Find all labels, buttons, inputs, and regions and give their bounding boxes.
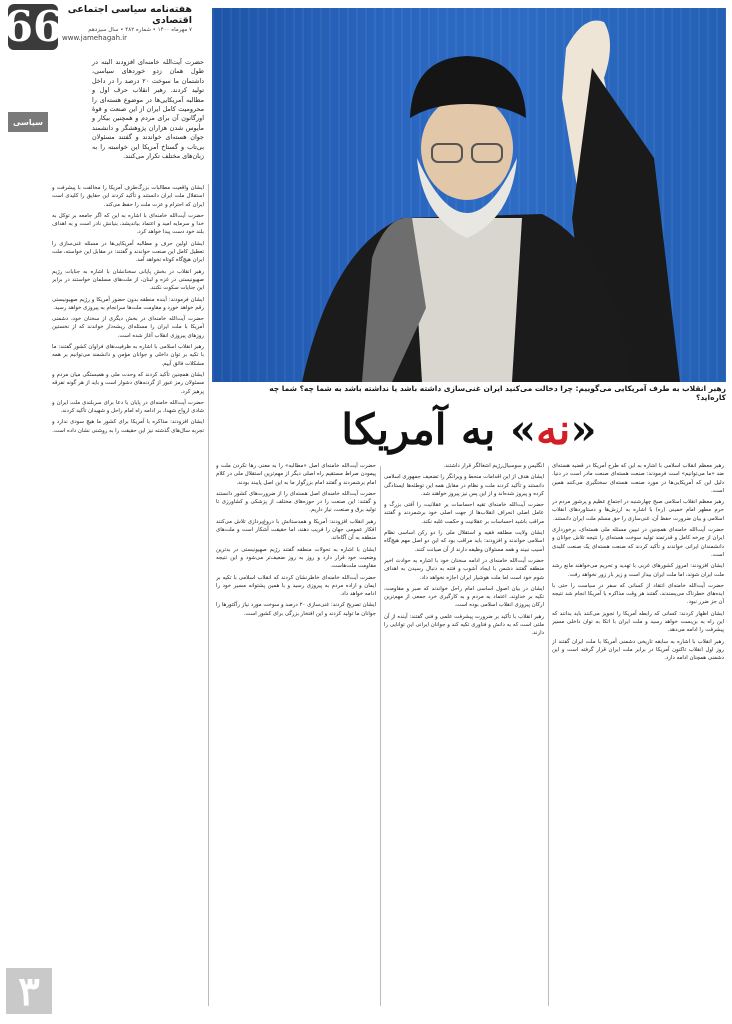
paragraph: ایشان ولایت مطلقه فقیه و استقلال ملی را دو رکن اساسی نظام اسلامی خواندند و افزودند: باید مراقب بود که این دو اصل مهم هیچ‌گاه آسیب نبیند و همه مسئولان وظیفه دارند از آن صیانت کنند. [384, 530, 544, 553]
body-column-middle [384, 462, 544, 1012]
page-number-value: ۳ [18, 967, 40, 1015]
lead-paragraph: حضرت آیت‌الله خامنه‌ای افزودند البته در طول همان زدو خوردهای سیاسی، داشتمان ما سوخت ۲۰ درصد را در داخل تولید کردند. رهبر انقلاب حرف اول و مطالبه آمریکایی‌ها در موضوع هسته‌ای را محرومیت کامل ایران از این صنعت و قوهٔ اورگانون آن برای مردم و همچنین بیکار و مأیوس شدن هزاران پژوهشگر و دانشمند جوان هسته‌ای خواندند و گفتند مسئولان بی‌تاب و گستاخ آمریکا این خواسته را به زبان‌های مختلف تکرار می‌کنند. [92, 58, 204, 161]
logo-glyph: 66 [3, 2, 63, 51]
column-divider [380, 466, 381, 1006]
section-tab [8, 112, 48, 132]
paragraph: ایشان اولین حرف و مطالبه آمریکایی‌ها در مسئله غنی‌سازی را تعطیل کامل این صنعت خواندند و گفتند: در مقابل این خواسته، ملت ایران هیچ‌گاه کوتاه نخواهد آمد. [52, 240, 204, 264]
website-url: www.jamehagah.ir [62, 34, 128, 42]
headline-open-quote: « [570, 404, 597, 454]
paragraph: رهبر انقلاب با اشاره به سابقه تاریخی دشمنی آمریکا با ملت ایران گفتند از روز اول انقلاب تاکنون آمریکا در برابر ملت ایران قرار گرفته است و این دشمنی همچنان ادامه دارد. [552, 638, 724, 662]
paragraph: حضرت آیت‌الله خامنه‌ای در بخش دیگری از سخنان خود، دشمنی آمریکا با ملت ایران را مسئله‌ای ریشه‌دار خواندند که از نخستین روزهای پیروزی انقلاب آغاز شده است. [52, 316, 204, 339]
paragraph: ایشان اظهار کردند: کسانی که رابطه آمریکا را تجویز می‌کنند باید بدانند که این راه به بن‌بست خواهد رسید و ملت ایران با اتکا به توان داخلی مسیر پیشرفت را ادامه می‌دهد. [552, 610, 724, 634]
headline [212, 400, 726, 458]
paragraph: حضرت آیت‌الله خامنه‌ای در ادامه سخنان خود با اشاره به حوادث اخیر منطقه گفتند دشمن با ایجاد آشوب و فتنه به دنبال رسیدن به اهداف شوم خود است اما ملت هوشیار ایران اجازه نخواهد داد. [384, 557, 544, 581]
column-divider [548, 466, 549, 1006]
side-column [52, 184, 204, 1004]
paragraph: رهبر انقلاب افزودند: آمریکا و همدستانش با دروغ‌پردازی تلاش می‌کنند افکار عمومی جهان را فریب دهند، اما حقیقت آشکار است و ملت‌های منطقه به آن آگاه‌اند. [216, 518, 376, 542]
section-tab-label: سیاسی [12, 117, 44, 127]
paragraph: حضرت آیت‌الله خامنه‌ای همچنین در تبیین مسئله ملی هسته‌ای، برخورداری ایران از چرخه کامل و قدرتمند تولید سوخت هسته‌ای را نتیجه تلاش جوانان و دانشمندان ایرانی خواندند و تأکید کردند که صنعت هسته‌ای یک صنعت کلیدی است. [552, 527, 724, 558]
hero-photo [212, 8, 726, 382]
page-number [6, 968, 52, 1014]
paragraph: حضرت آیت‌الله خامنه‌ای انتقاد از کسانی که سفر در سیاست را حتی با ایده‌های خطرناک می‌پسندند، گفتند هر وقت مذاکره با آمریکا انجام شد نتیجه آن جز ضرر نبود. [552, 582, 724, 606]
paragraph: حضرت آیت‌الله خامنه‌ای اصل «مطالبه» را به معنی رها نکردن ملت و پیمودن صراط مستقیم راه اصلی دیگر از مهم‌ترین استقلال ملی در کلام امام برشمردند و گفتند امام بزرگوار ما به این اصل پایبند بودند. [216, 463, 376, 486]
paragraph: حضرت آیت‌الله خامنه‌ای در پایان با دعا برای سربلندی ملت ایران و شادی ارواح شهدا، بر ادامه راه امام راحل و شهیدان تأکید کردند. [52, 399, 204, 415]
paragraph: حضرت آیت‌الله خامنه‌ای با اشاره به این که اگر جامعه بر توکل به خدا و سرمایه امید و اعتماد بیاندیشد، بنیانش نادر است و به اهداف بلند خود دست پیدا خواهد کرد. [52, 212, 204, 236]
headline-accent: نه [536, 404, 571, 454]
portrait-illustration [212, 8, 726, 382]
paragraph: انگلیس و سوسیال‌رژیم اشغالگر قرار داشتند. [443, 463, 544, 469]
paragraph: رهبر معظم انقلاب اسلامی با اشاره به این که طرح آمریکا در قضیه هسته‌ای ضد «ما می‌توانیم» است فرمودند: صنعت هسته‌ای صنعت مادر است در دنیا. دلیل این که آمریکایی‌ها در مورد صنعت هسته‌ای سختگیری می‌کنند همین است. [552, 463, 724, 494]
paragraph: ایشان فرمودند: آینده منطقه بدون حضور آمریکا و رژیم صهیونیستی رقم خواهد خورد و مقاومت ملت‌ها سرانجام به پیروزی خواهد رسید. [52, 296, 204, 311]
paragraph: حضرت آیت‌الله خامنه‌ای اصل هسته‌ای را از ضرورت‌های کشور دانستند و گفتند: این صنعت را در حوزه‌های مختلف از پزشکی و کشاورزی تا تولید برق و صنعت، نیاز داریم. [216, 490, 376, 514]
paragraph: ایشان همچنین تأکید کردند که وحدت ملی و همبستگی میان مردم و مسئولان رمز عبور از گردنه‌های دشوار است و باید از هر گونه تفرقه پرهیز کرد. [52, 371, 204, 395]
issue-info: ۷ مهرماه ۱۴۰۰ • شماره ۴۸۲ • سال سیزدهم [88, 27, 192, 33]
photo-caption: رهبر انقلاب به طرف آمریکایی می‌گوییم: چرا دخالت می‌کنید ایران غنی‌سازی داشته باشد یا نداشته باشد به شما چه؟ شما چه کاره‌اید؟ [269, 384, 726, 402]
paragraph: ایشان هدف از این اقدامات منحط و ویرانگر را تضعیف جمهوری اسلامی دانستند و تأکید کردند ملت و نظام در مقابل همه این توطئه‌ها ایستادگی کرده و پیروز شده‌اند و از این پس نیز پیروز خواهند شد. [384, 474, 544, 497]
body-column-left [216, 462, 376, 1012]
paragraph: رهبر انقلاب اسلامی با اشاره به ظرفیت‌های فراوان کشور گفتند: ما با تکیه بر توان داخلی و جوانان مؤمن و دانشمند می‌توانیم بر همه مشکلات فائق آییم. [52, 344, 204, 367]
publication-name: هفته‌نامه سیاسی اجتماعی اقتصادی [67, 4, 192, 26]
paragraph: ایشان تصریح کردند: غنی‌سازی ۲۰ درصد و سوخت مورد نیاز رآکتورها را جوانان ما تولید کردند و این افتخار بزرگی برای کشور است. [216, 602, 376, 617]
paragraph: ایشان در بیان اصول اساسی امام راحل خواندند که صبر و مقاومت، تکیه بر خداوند، اعتماد به مردم و به کارگیری خرد جمعی از مهم‌ترین ارکان پیروزی انقلاب اسلامی بوده است. [384, 585, 544, 609]
inner-robe [412, 218, 522, 382]
paragraph: حضرت آیت‌الله خامنه‌ای تقیه احساسات بر عقلانیت را آفتی بزرگ و عامل اصلی انحراف انقلاب‌ها از جهت اصلی خود برشمردند و گفتند مراقب باشید احساسات بر عقلانیت و حکمت غلبه نکند. [384, 502, 544, 525]
paragraph: رهبر انقلاب در بخش پایانی سخنانشان با اشاره به جنایات رژیم صهیونیستی در غزه و لبنان، از ملت‌های مسلمان خواستند در برابر این جنایات سکوت نکنند. [52, 268, 204, 292]
paragraph: رهبر معظم انقلاب اسلامی صبح چهارشنبه در اجتماع عظیم و پرشور مردم در حرم مطهر امام خمینی (ره) با اشاره به ارزش‌ها و دستاوردهای انقلاب اسلامی و بیان ضرورت حفظ آن، غنی‌سازی را حق مسلم ملت ایران دانستند. [552, 499, 724, 522]
paragraph: حضرت آیت‌الله خامنه‌ای خاطرنشان کردند که انقلاب اسلامی با تکیه بر ایمان و اراده مردم به پیروزی رسید و با همین پشتوانه مسیر خود را ادامه خواهد داد. [216, 574, 376, 598]
face [421, 96, 513, 200]
paragraph: ایشان با اشاره به تحولات منطقه گفتند رژیم صهیونیستی در بدترین وضعیت خود قرار دارد و روز به روز ضعیف‌تر می‌شود و این نتیجه مقاومت ملت‌هاست. [216, 546, 376, 570]
paragraph: ایشان افزودند: مذاکره با آمریکا برای کشور ما هیچ سودی ندارد و تجربه سال‌های گذشته نیز این حقیقت را به روشنی نشان داده است. [52, 419, 204, 434]
masthead-text [62, 4, 192, 42]
paragraph: ایشان واقعیت مطالبات بزرگ‌طرف آمریکا را مخالفت با پیشرفت و استقلال ملت ایران دانستند و تأکید کردند این حقایق را کلیدی است ایران که احترام و عزت ملت را حفظ می‌کند. [52, 185, 204, 208]
paragraph: رهبر انقلاب با تأکید بر ضرورت پیشرفت علمی و فنی گفتند: آینده از آن ملتی است که به دانش و فناوری تکیه کند و جوانان ایرانی این توانایی را دارند. [384, 613, 544, 637]
paragraph: ایشان افزودند: امروز کشورهای غربی با تهدید و تحریم می‌خواهند مانع رشد ملت ایران شوند، اما ملت ایران بیدار است و زیر بار زور نخواهد رفت. [552, 563, 724, 578]
body-column-right [552, 462, 724, 1012]
publication-logo [3, 2, 63, 51]
headline-rest: » به آمریکا [341, 404, 537, 454]
column-divider [208, 184, 209, 1006]
